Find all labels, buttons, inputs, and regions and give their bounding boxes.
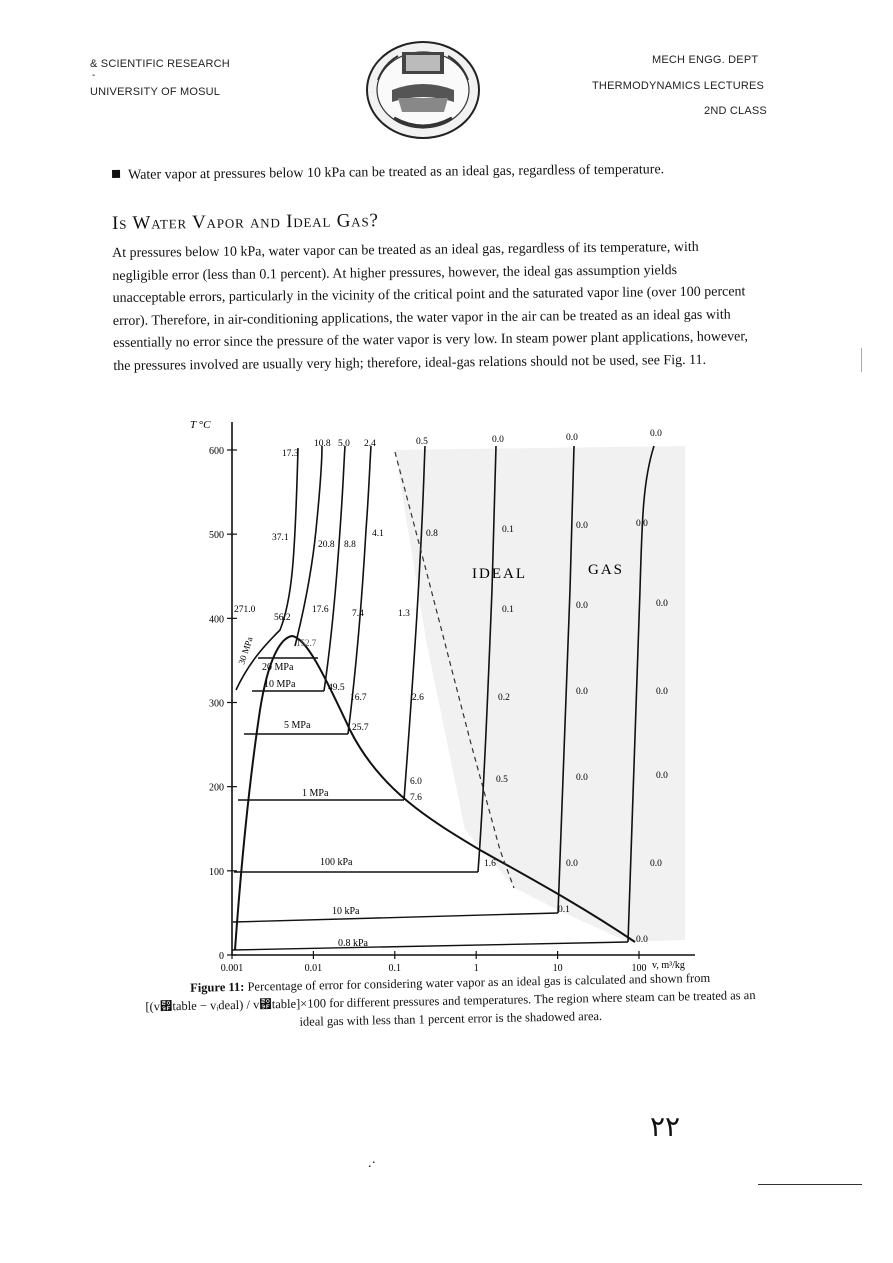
isobar-label-0.8kpa: 0.8 kPa [338,938,368,949]
header-institution: & SCIENTIFIC RESEARCH [90,58,230,70]
ideal-gas-error-chart [180,410,710,980]
error-value-label: 49.5 [328,683,345,693]
university-seal-logo [364,40,482,140]
error-value-label: 0.0 [636,519,648,529]
error-value-label: 0.0 [566,433,578,443]
error-value-label: 0.0 [492,435,504,445]
error-value-label: 0.0 [650,429,662,439]
body-paragraph: At pressures below 10 kPa, water vapor can be treated as an ideal gas, regardless of its temperature, with negligible error (less than 0.1 percent). At higher pressures, however, the ideal gas assumption yields unacceptable errors, particularly in the vicinity of the critical point and the saturated vapor line (over 100 percent error). Therefore, in air-conditioning applications, the water vapor in the air can be treated as an ideal gas with essentially no error since the pressure of the water vapor is very low. In steam power plant applications, however, the pressures involved are usually very high; therefore, ideal-gas relations should not be used, see Fig. 11. [112,239,749,374]
error-value-label: 0.0 [566,859,578,869]
y-tick-label: 0 [219,951,224,962]
error-value-label: 0.1 [502,525,514,535]
isobar-label-30mpa: 30 MPa [236,635,255,666]
error-value-label: 0.0 [656,599,668,609]
x-tick-label: 0.001 [220,963,244,974]
y-tick-label: 600 [209,446,224,457]
error-value-label: 2.6 [412,693,424,703]
error-value-label: 20.8 [318,540,335,550]
region-label-gas: GAS [588,562,625,578]
y-tick-label: 500 [209,530,224,542]
error-value-label: 37.1 [272,533,289,543]
margin-mark [861,348,862,372]
error-value-label: 1.6 [484,859,496,869]
error-value-label: 5.0 [338,439,350,449]
region-label-ideal: IDEAL [472,566,527,582]
y-tick-label: 400 [209,614,224,626]
figure-caption [130,968,771,1034]
error-value-label: 0.5 [496,775,508,785]
isobar-label-10mpa: 10 MPa [264,679,296,690]
x-tick-label: 1 [473,963,479,974]
error-value-label: 2.4 [364,439,376,449]
isobar-0.8kpa-line [232,942,628,950]
error-value-label: 7.4 [352,609,364,619]
error-value-label: 56.2 [274,613,291,623]
error-value-label: 0.1 [558,905,570,915]
y-axis-label: T °C [190,419,211,431]
error-value-label: 152.7 [296,638,317,648]
stray-mark: .· [368,1156,377,1171]
bullet-text: Water vapor at pressures below 10 kPa can be treated as an ideal gas, regardless of temperature. [127,162,665,183]
error-value-label: 0.0 [656,771,668,781]
section-heading: Is Water Vapor and Ideal Gas? [112,210,379,234]
bullet-point [112,162,664,184]
footer-rule [758,1184,862,1186]
page-number: ٢٢ [650,1112,681,1143]
error-value-label: 0.0 [576,521,588,531]
error-value-label: 6.0 [410,777,422,787]
header-class: 2ND CLASS [704,105,767,117]
isobar-label-20mpa: 20 MPa [262,662,294,673]
error-value-label: 8.8 [344,540,356,550]
isobar-5mpa-curve [348,446,371,734]
error-value-label: 0.0 [576,687,588,697]
x-tick-label: 0.01 [304,963,323,974]
header-course: THERMODYNAMICS LECTURES [592,80,765,92]
bullet-square-icon [112,170,120,178]
error-value-label: 4.1 [372,529,384,539]
error-value-label: 0.0 [636,935,648,945]
isobar-label-10kpa: 10 kPa [332,906,360,917]
error-value-label: 0.0 [650,859,662,869]
x-axis-label: v, m³/kg [652,960,685,971]
error-value-label: 25.7 [352,723,369,733]
y-axis-ticks [209,446,237,962]
error-value-label: 0.0 [576,773,588,783]
error-value-label: 0.0 [656,687,668,697]
error-value-label: 1.3 [398,609,410,619]
y-tick-label: 200 [209,782,224,794]
isobar-10mpa-curve [324,446,345,691]
error-value-label: 7.6 [410,793,422,803]
caption-line1: Percentage of error for considering water vapor as an ideal gas is calculated and shown from [247,970,711,994]
y-tick-label: 300 [209,698,224,710]
header-dash: - [92,70,96,81]
header-university: UNIVERSITY OF MOSUL [90,86,221,98]
error-value-label: 271.0 [234,605,256,615]
error-value-label: 17.6 [312,605,329,615]
figure-label: Figure 11: [189,979,245,995]
isobar-label-5mpa: 5 MPa [284,720,311,731]
error-value-label: 10.8 [314,439,331,449]
error-value-label: 0.5 [416,437,428,447]
error-value-label: 17.3 [282,449,299,459]
header-department: MECH ENGG. DEPT [652,54,759,66]
error-value-label: 0.1 [502,605,514,615]
error-value-label: 0.0 [576,601,588,611]
y-tick-label: 100 [209,866,224,878]
error-value-label: 0.2 [498,693,510,703]
isobar-label-1mpa: 1 MPa [302,788,329,799]
error-value-label: 0.8 [426,529,438,539]
caption-formula: [(v₟table − vᵢdeal) / v₟table]×100 [145,996,327,1014]
error-value-label: 16.7 [350,693,367,703]
caption-line3: ideal gas with less than 1 percent error is the shadowed area. [299,1008,603,1029]
x-tick-label: 100 [631,963,647,974]
isobar-label-100kpa: 100 kPa [320,857,353,868]
chart-canvas [180,410,710,980]
caption-line2: for different pressures and temperatures. The region where steam can be treated as an [329,987,756,1011]
x-tick-label: 10 [552,963,563,974]
x-tick-label: 0.1 [388,963,402,974]
isobar-10kpa-line [233,913,558,922]
